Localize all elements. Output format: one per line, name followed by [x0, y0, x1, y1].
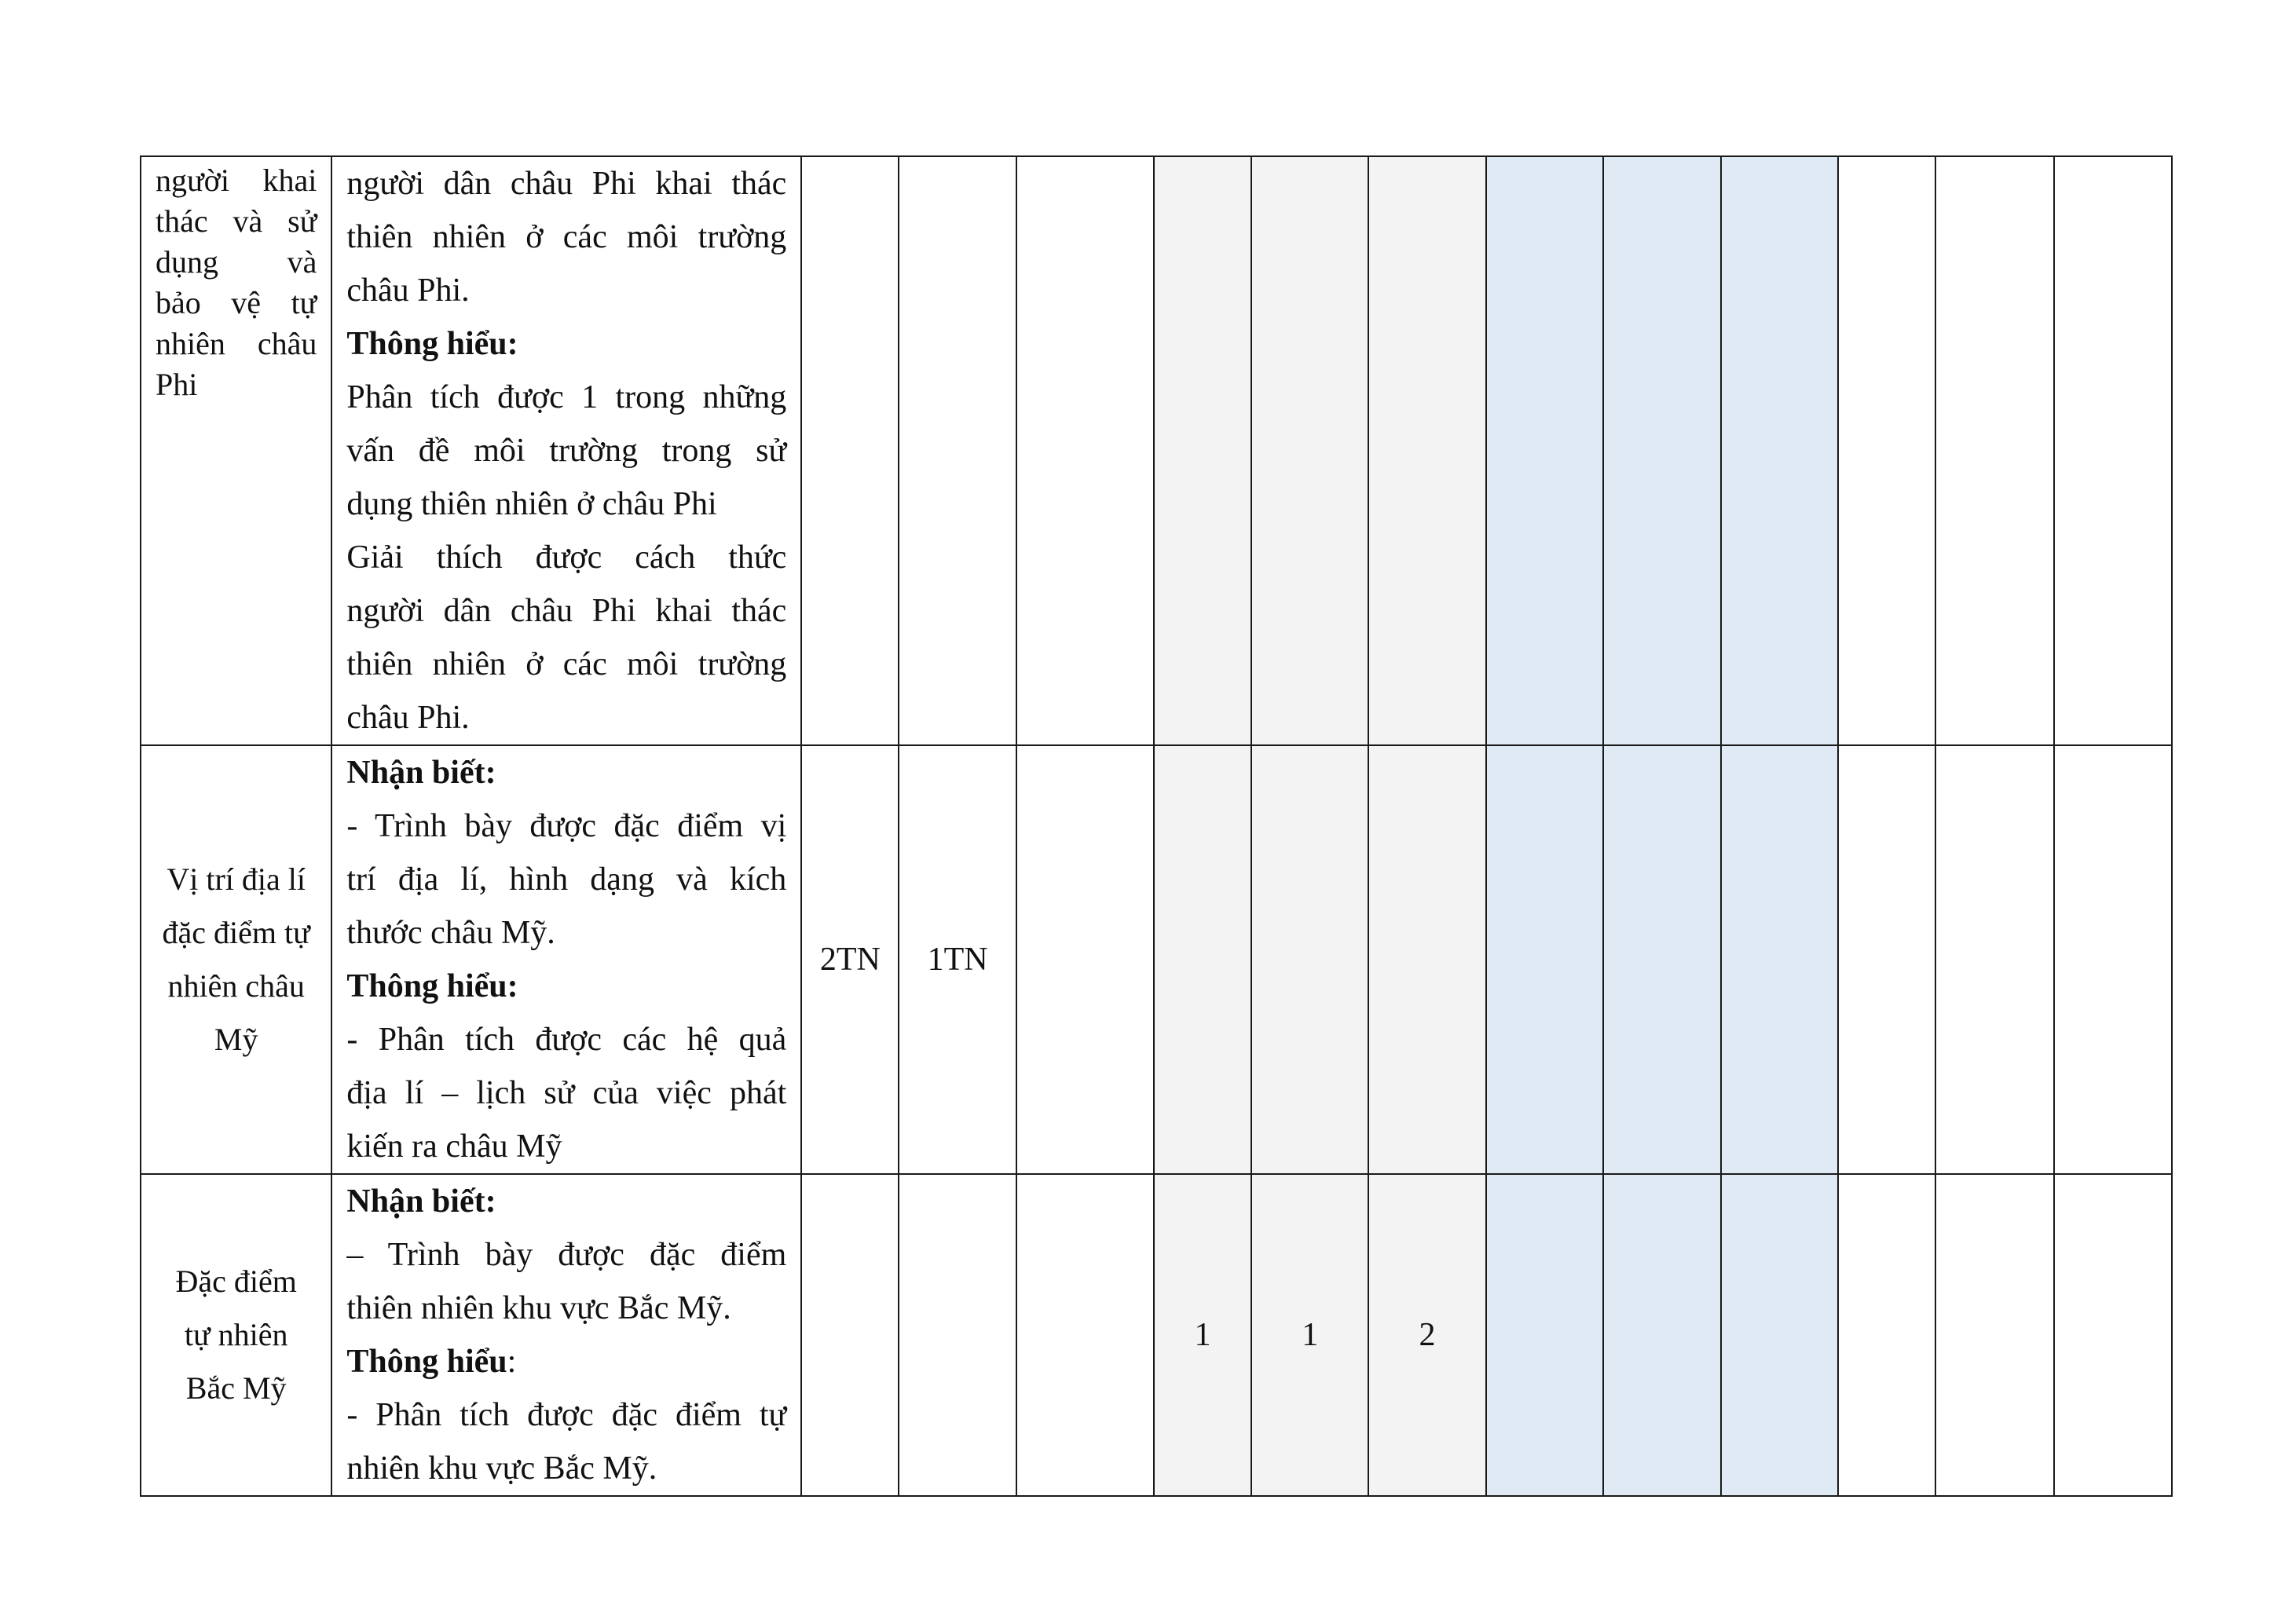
value-cell	[1721, 745, 1838, 1174]
value-cell	[1486, 745, 1603, 1174]
topic-line: người khai	[156, 163, 317, 198]
value-cell	[899, 156, 1016, 745]
value-cell	[1603, 1174, 1721, 1496]
content-text: Phân tích được 1 trong những	[346, 379, 787, 415]
value-cell	[1838, 1174, 1935, 1496]
content-line	[346, 1066, 786, 1120]
topic-cell	[141, 156, 331, 745]
value-cell	[2054, 156, 2172, 745]
value-cell	[1016, 156, 1154, 745]
level-heading	[346, 746, 786, 799]
content-text: thiên nhiên ở các môi trường	[346, 646, 787, 682]
content-text: - Phân tích được đặc điểm tự	[346, 1397, 787, 1433]
topic-line: thác và sử	[156, 203, 317, 239]
value-cell: 2TN	[801, 745, 899, 1174]
topic-line: nhiên châu	[167, 968, 305, 1004]
value-cell	[1838, 156, 1935, 745]
topic-line: đặc điểm tự	[162, 915, 310, 950]
value-cell	[1016, 745, 1154, 1174]
content-line	[346, 906, 786, 960]
value-cell	[1016, 1174, 1154, 1496]
value-cell	[1486, 156, 1603, 745]
value-cell	[1154, 156, 1251, 745]
value-cell	[1154, 745, 1251, 1174]
content-cell	[331, 745, 801, 1174]
content-text: Giải thích được cách thức	[346, 540, 787, 576]
content-line	[346, 1120, 786, 1173]
value-cell: 2	[1368, 1174, 1485, 1496]
content-text: châu Phi.	[346, 272, 470, 309]
content-line	[346, 638, 786, 691]
topic-line: Mỹ	[214, 1022, 258, 1057]
value-cell	[899, 1174, 1016, 1496]
value-cell	[1935, 1174, 2053, 1496]
content-text: nhiên khu vực Bắc Mỹ.	[346, 1450, 657, 1487]
value-cell	[1935, 156, 2053, 745]
level-heading	[346, 1175, 786, 1228]
content-line	[346, 210, 786, 264]
table-row	[141, 156, 2172, 745]
level-heading	[346, 317, 786, 371]
content-cell	[331, 156, 801, 745]
content-text: - Phân tích được các hệ quả	[346, 1022, 787, 1058]
value-cell	[1368, 745, 1485, 1174]
value-cell	[1721, 156, 1838, 745]
value-cell	[1603, 156, 1721, 745]
topic-line: dụng và	[156, 244, 317, 280]
content-cell	[331, 1174, 801, 1496]
topic-line: nhiên châu	[156, 326, 317, 361]
content-line	[346, 1388, 786, 1442]
content-text: Thông hiểu	[346, 1344, 507, 1380]
content-text: địa lí – lịch sử của việc phát	[346, 1075, 787, 1111]
content-text: thiên nhiên khu vực Bắc Mỹ.	[346, 1290, 731, 1326]
content-line	[346, 853, 786, 906]
content-line	[346, 584, 786, 638]
level-heading	[346, 1335, 786, 1388]
value-cell: 1TN	[899, 745, 1016, 1174]
content-line	[346, 264, 786, 317]
content-line	[346, 799, 786, 853]
content-text: thiên nhiên ở các môi trường	[346, 219, 787, 255]
content-text: vấn đề môi trường trong sử	[346, 433, 787, 469]
content-line	[346, 531, 786, 584]
content-line	[346, 424, 786, 477]
content-line	[346, 1282, 786, 1335]
content-line	[346, 371, 786, 424]
content-text: Nhận biết:	[346, 1183, 496, 1220]
table-row	[141, 1174, 2172, 1496]
topic-cell	[141, 1174, 331, 1496]
value-cell	[1935, 745, 2053, 1174]
content-text: Thông hiểu:	[346, 968, 518, 1004]
content-line	[346, 1228, 786, 1282]
value-cell	[2054, 1174, 2172, 1496]
content-text: châu Phi.	[346, 700, 470, 736]
topic-line: tự nhiên	[184, 1317, 288, 1352]
value-cell	[2054, 745, 2172, 1174]
level-heading	[346, 960, 786, 1013]
content-line	[346, 1442, 786, 1495]
value-cell: 1	[1154, 1174, 1251, 1496]
topic-cell	[141, 745, 331, 1174]
value-cell	[1603, 745, 1721, 1174]
value-cell	[1368, 156, 1485, 745]
content-text: người dân châu Phi khai thác	[346, 166, 787, 202]
value-cell: 1	[1251, 1174, 1368, 1496]
value-cell	[1721, 1174, 1838, 1496]
value-cell	[801, 156, 899, 745]
value-cell	[1486, 1174, 1603, 1496]
topic-line: Vị trí địa lí	[167, 861, 306, 897]
value-cell	[1838, 745, 1935, 1174]
topic-line: Đặc điểm	[175, 1264, 297, 1299]
value-cell	[801, 1174, 899, 1496]
content-text: dụng thiên nhiên ở châu Phi	[346, 486, 717, 522]
topic-line: Phi	[156, 367, 198, 402]
content-text: – Trình bày được đặc điểm	[346, 1237, 787, 1273]
table-row	[141, 745, 2172, 1174]
content-text: thước châu Mỹ.	[346, 915, 555, 951]
content-text: người dân châu Phi khai thác	[346, 593, 787, 629]
content-text: trí địa lí, hình dạng và kích	[346, 861, 787, 898]
content-line	[346, 477, 786, 531]
content-line	[346, 691, 786, 744]
content-suffix: :	[507, 1344, 517, 1380]
content-text: - Trình bày được đặc điểm vị	[346, 808, 787, 844]
content-line	[346, 157, 786, 210]
topic-line: bảo vệ tự	[156, 285, 317, 320]
content-text: Nhận biết:	[346, 755, 496, 791]
value-cell	[1251, 156, 1368, 745]
content-text: kiến ra châu Mỹ	[346, 1128, 562, 1165]
matrix-table	[140, 155, 2173, 1497]
content-line	[346, 1013, 786, 1066]
content-text: Thông hiểu:	[346, 326, 518, 362]
topic-line: Bắc Mỹ	[185, 1370, 287, 1406]
value-cell	[1251, 745, 1368, 1174]
